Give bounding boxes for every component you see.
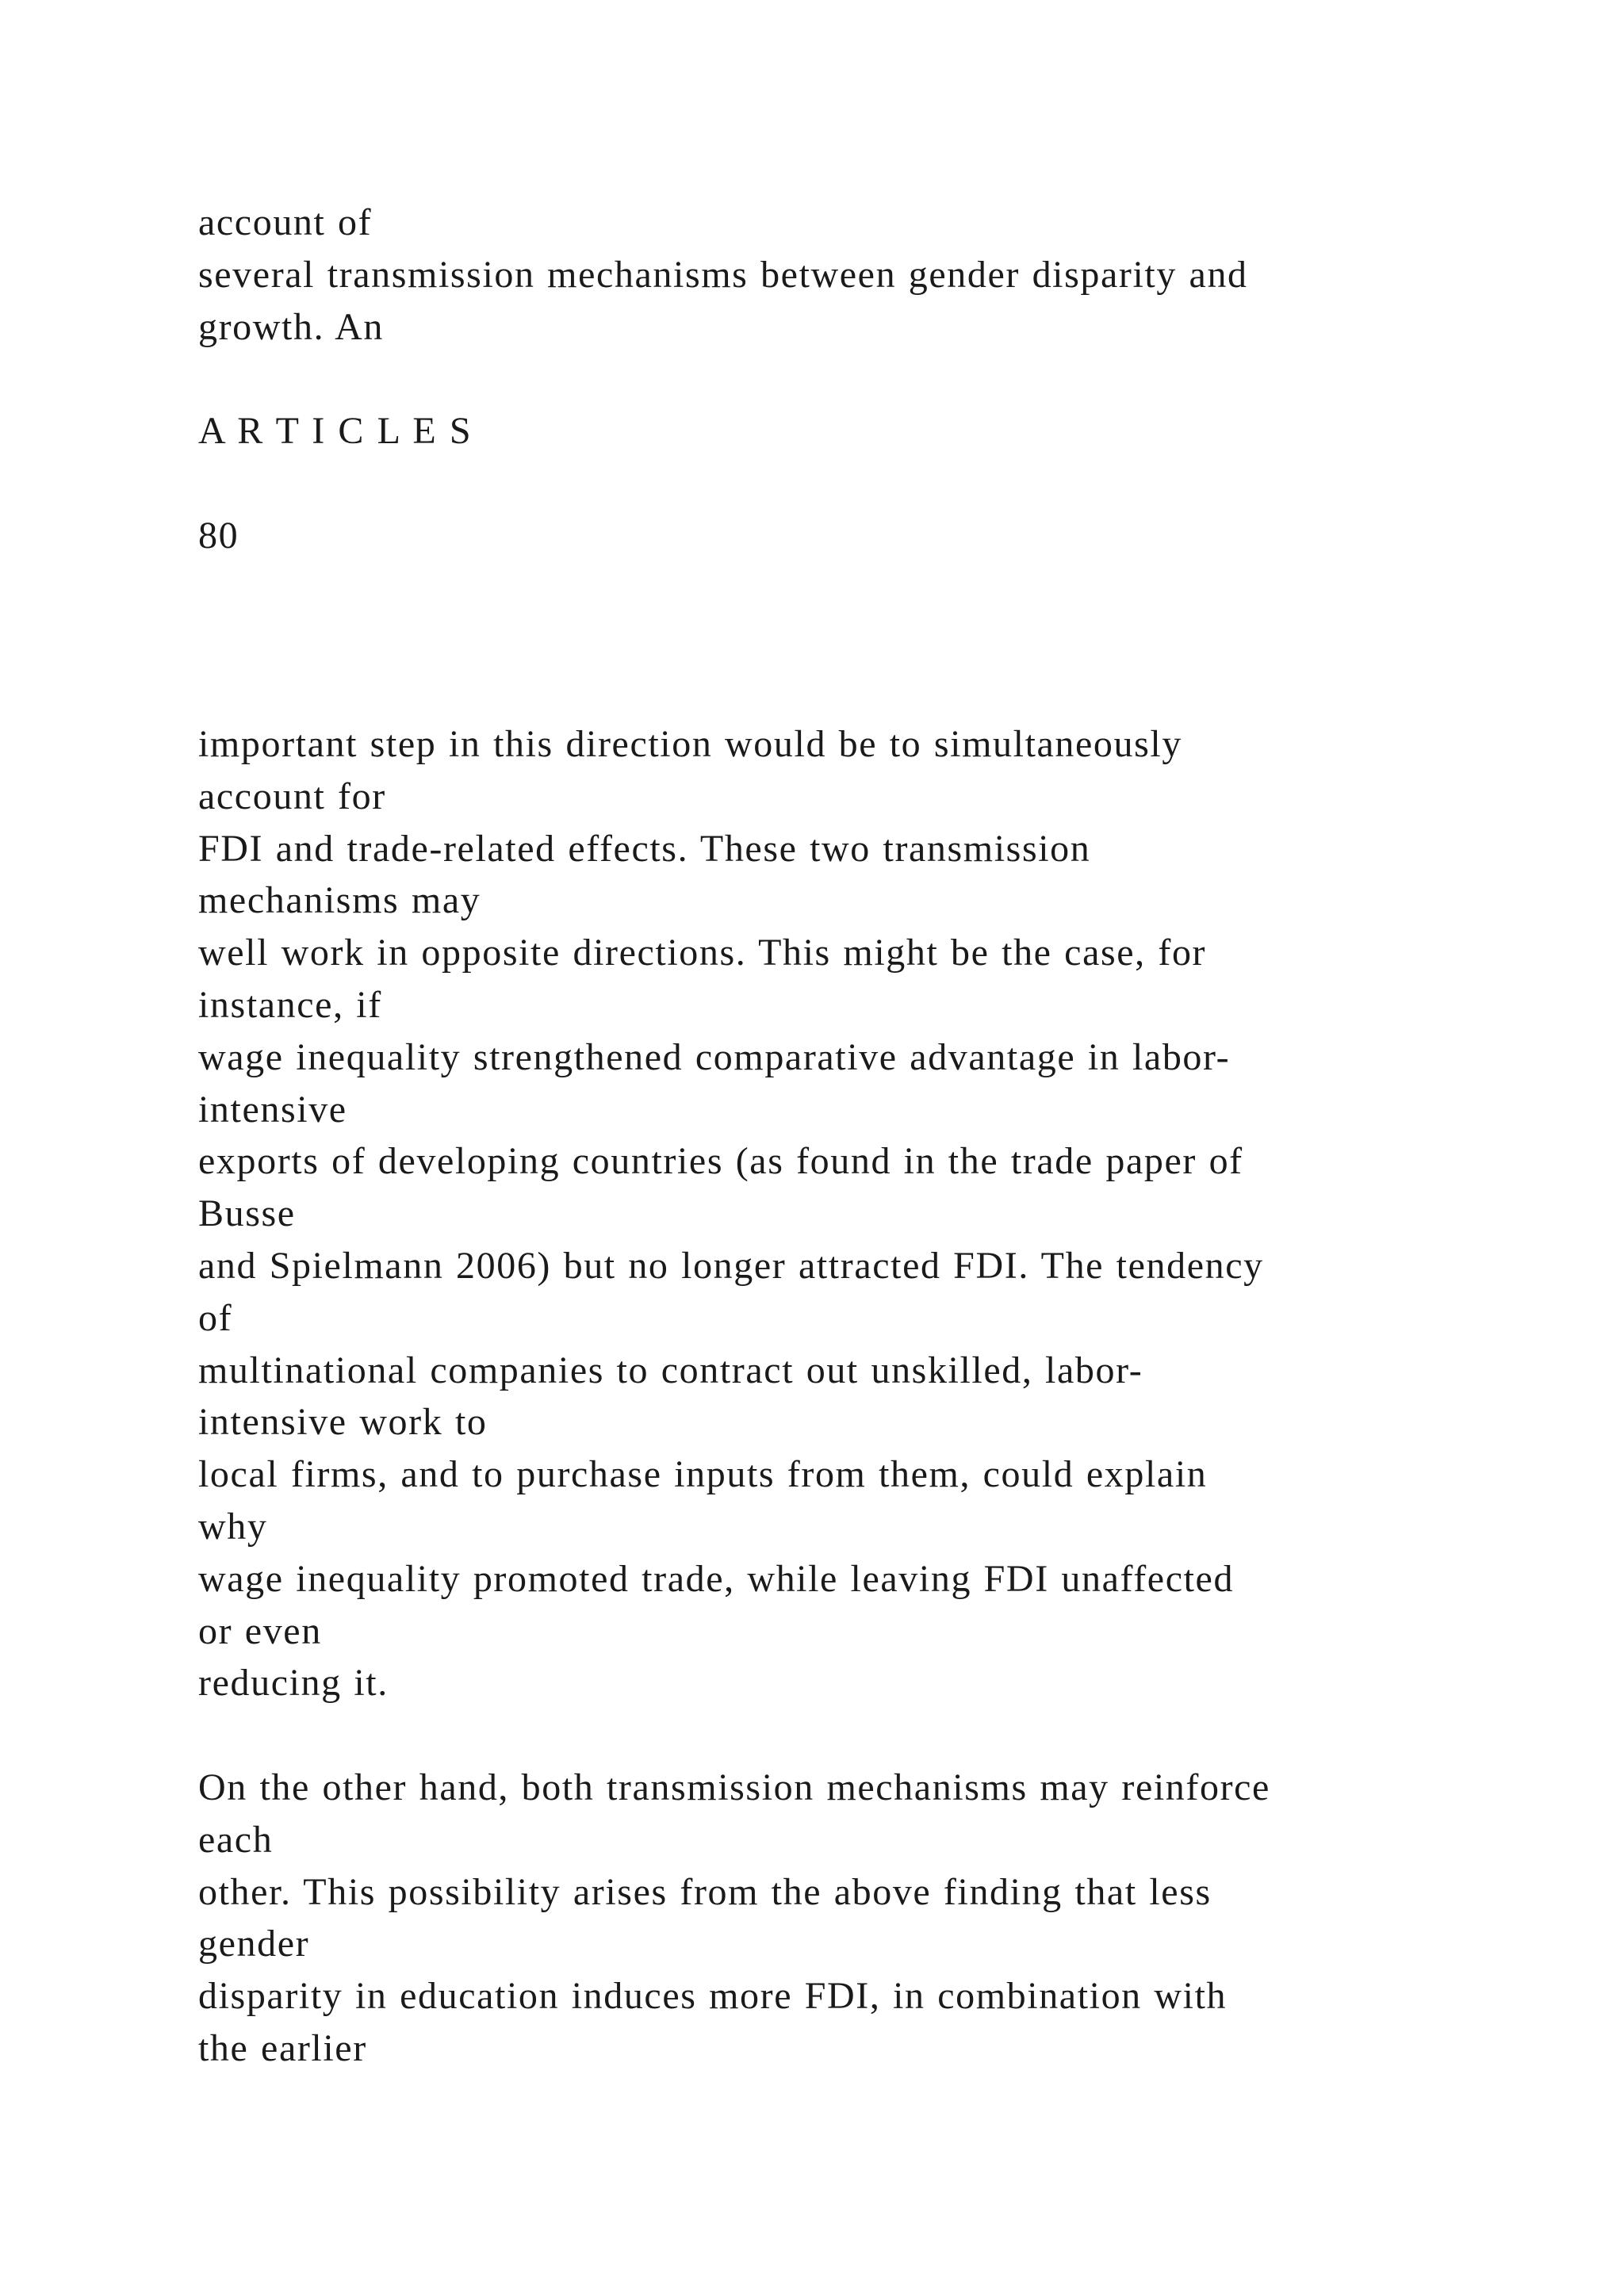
text-line: exports of developing countries (as found in the trade paper of <box>198 1140 1243 1183</box>
blank-line <box>198 562 1562 614</box>
text-line: mechanisms may <box>198 879 481 922</box>
section-heading: A R T I C L E S <box>198 410 473 453</box>
blank-line <box>198 614 1562 666</box>
text-line: the earlier <box>198 2026 367 2069</box>
page-number: 80 <box>198 514 239 557</box>
text-line: why <box>198 1505 268 1548</box>
text-line: intensive <box>198 1088 347 1131</box>
text-line: other. This possibility arises from the above finding that less <box>198 1870 1212 1913</box>
text-line: wage inequality strengthened comparative advantage in labor- <box>198 1035 1231 1078</box>
blank-line <box>198 666 1562 718</box>
text-line: each <box>198 1818 274 1861</box>
text-line: intensive work to <box>198 1401 488 1444</box>
text-line: several transmission mechanisms between gender disparity and <box>198 253 1248 296</box>
text-line: Busse <box>198 1192 296 1235</box>
blank-line <box>198 1709 1562 1762</box>
text-line: reducing it. <box>198 1662 389 1705</box>
text-line: or even <box>198 1609 322 1652</box>
text-line: of <box>198 1296 233 1339</box>
text-line: and Spielmann 2006) but no longer attracted FDI. The tendency <box>198 1244 1264 1287</box>
text-line: local firms, and to purchase inputs from them, could explain <box>198 1453 1208 1496</box>
text-line: important step in this direction would be to simultaneously <box>198 722 1182 765</box>
text-line: On the other hand, both transmission mechanisms may reinforce <box>198 1766 1270 1808</box>
document-body <box>198 197 1562 2075</box>
blank-line <box>198 353 1562 405</box>
text-line: well work in opposite directions. This might be the case, for <box>198 932 1207 974</box>
text-line: growth. An <box>198 305 384 348</box>
text-line: wage inequality promoted trade, while leaving FDI unaffected <box>198 1557 1235 1600</box>
text-line: instance, if <box>198 983 382 1026</box>
text-line: account for <box>198 775 386 817</box>
text-line: FDI and trade-related effects. These two transmission <box>198 827 1091 870</box>
text-line: gender <box>198 1923 310 1965</box>
text-line: account of <box>198 201 373 243</box>
text-line: multinational companies to contract out unskilled, labor- <box>198 1349 1143 1391</box>
blank-line <box>198 457 1562 510</box>
text-line: disparity in education induces more FDI, in combination with <box>198 1975 1228 2018</box>
